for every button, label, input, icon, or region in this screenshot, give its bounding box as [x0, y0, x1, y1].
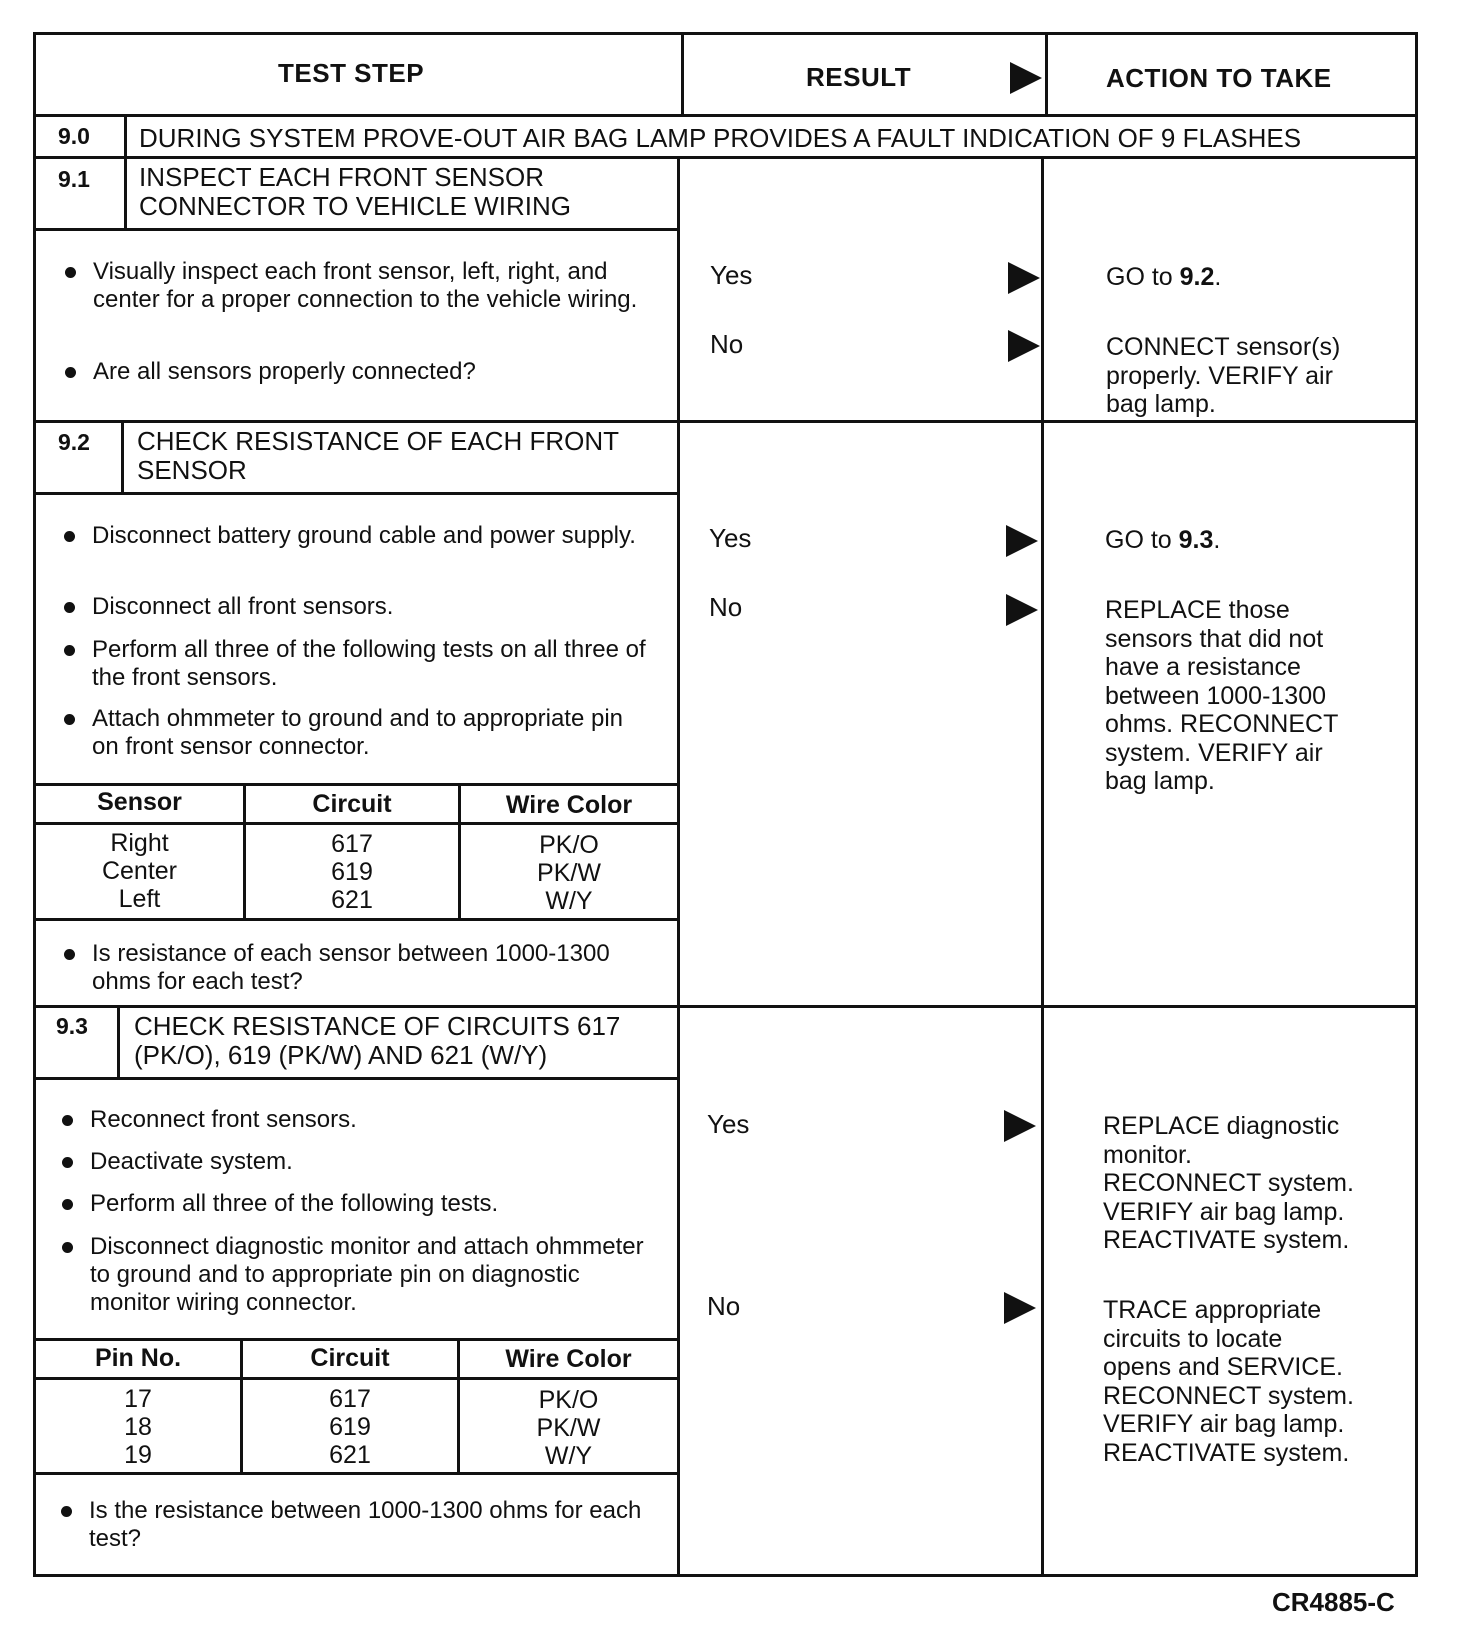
step-9-3-bullet-1: Reconnect front sensors. [90, 1106, 650, 1134]
step-9-2-table-header-circuit: Circuit [312, 790, 392, 818]
step-9-2-num-divider [121, 420, 124, 494]
step-9-2-no-arrow-icon [1006, 594, 1038, 626]
step-9-2-question: Is resistance of each sensor between 1000-1300 ohms for each test? [92, 940, 612, 996]
step-9-3-title: CHECK RESISTANCE OF CIRCUITS 617 (PK/O), 619 (PK/W) AND 621 (W/Y) [134, 1011, 621, 1070]
step-9-2-yes-arrow-icon [1006, 525, 1038, 557]
result-column-left [677, 156, 680, 1577]
step-9-3-table-bottom [33, 1472, 680, 1475]
step-9-2-title: CHECK RESISTANCE OF EACH FRONT SENSOR [137, 426, 619, 485]
header-divider-2 [1045, 32, 1048, 117]
step-9-2-number: 9.2 [58, 429, 90, 455]
step-9-3-action-yes: REPLACE diagnostic monitor. RECONNECT system. VERIFY air bag lamp. REACTIVATE system. [1103, 1112, 1354, 1254]
step-9-1-no-arrow-icon [1008, 330, 1040, 362]
step-9-1-title: INSPECT EACH FRONT SENSOR CONNECTOR TO VEHICLE WIRING [139, 162, 571, 221]
step-9-3-table-header-bottom [33, 1377, 680, 1380]
step-9-1-action-yes: GO to 9.2. [1106, 263, 1222, 291]
step-9-3-yes-arrow-icon [1004, 1110, 1036, 1142]
header-arrow-icon [1010, 62, 1042, 94]
header-test-step: TEST STEP [278, 58, 425, 88]
step-9-2-action-yes: GO to 9.3. [1105, 526, 1221, 554]
step-9-0-title: DURING SYSTEM PROVE-OUT AIR BAG LAMP PROVIDES A FAULT INDICATION OF 9 FLASHES [139, 123, 1302, 153]
step-9-3-title-bottom [33, 1077, 680, 1080]
figure-code: CR4885-C [1272, 1587, 1395, 1617]
step-9-2-table-header-bottom [33, 822, 680, 825]
header-divider-1 [681, 32, 684, 117]
header-action: ACTION TO TAKE [1106, 63, 1332, 93]
step-9-2-bullet-3: Perform all three of the following tests on all three of the front sensors. [92, 636, 652, 692]
step-9-3-table-circuits: 617 619 621 [329, 1385, 371, 1469]
step-9-2-table-top [33, 783, 680, 786]
step-9-3-no-arrow-icon [1004, 1292, 1036, 1324]
step-9-1-bottom-line [33, 420, 1418, 423]
step-9-2-bullet-1: Disconnect battery ground cable and power supply. [92, 522, 652, 550]
step-9-3-bullet-2: Deactivate system. [90, 1148, 650, 1176]
step-9-3-table-header-circuit: Circuit [310, 1344, 390, 1372]
step-9-2-bottom-line [33, 1005, 1418, 1008]
step-9-1-yes-arrow-icon [1008, 262, 1040, 294]
step-9-1-number: 9.1 [58, 166, 90, 192]
header-bottom-line [33, 114, 1418, 117]
step-9-2-action-no: REPLACE those sensors that did not have a resistance between 1000-1300 ohms. RECONNECT system. VERIFY air bag lamp. [1105, 596, 1339, 795]
step-9-1-title-bottom [33, 228, 680, 231]
step-9-1-bullet-1: Visually inspect each front sensor, left, right, and center for a proper connection to the vehicle wiring. [93, 258, 653, 314]
step-9-3-action-no: TRACE appropriate circuits to locate opens and SERVICE. RECONNECT system. VERIFY air bag lamp. REACTIVATE system. [1103, 1296, 1354, 1467]
step-9-0-number: 9.0 [58, 123, 90, 149]
step-9-3-result-no: No [707, 1291, 741, 1321]
step-9-3-result-yes: Yes [707, 1109, 750, 1139]
step-9-3-table-pins: 17 18 19 [124, 1385, 152, 1469]
step-9-3-table-header-wire-color: Wire Color [505, 1345, 632, 1373]
step-9-3-table-top [33, 1338, 680, 1341]
step-9-2-table-circuits: 617 619 621 [331, 830, 373, 914]
step-9-3-bullet-3: Perform all three of the following tests. [90, 1190, 650, 1218]
step-9-2-table-header-wire-color: Wire Color [505, 791, 633, 819]
step-9-0-bottom-line [33, 156, 1418, 159]
step-9-1-bullet-2: Are all sensors properly connected? [93, 358, 653, 386]
step-9-2-table-header-sensor: Sensor [97, 788, 182, 816]
step-9-2-result-no: No [709, 592, 743, 622]
step-9-2-bullet-4: Attach ohmmeter to ground and to appropriate pin on front sensor connector. [92, 705, 652, 761]
step-9-2-table-bottom [33, 918, 680, 921]
header-result: RESULT [806, 62, 912, 92]
step-9-1-num-divider [124, 156, 127, 230]
step-9-2-result-yes: Yes [709, 523, 752, 553]
step-9-1-action-no: CONNECT sensor(s) properly. VERIFY air bag lamp. [1106, 333, 1341, 418]
action-column-left [1041, 156, 1044, 1577]
step-9-3-table-header-pin: Pin No. [94, 1344, 182, 1372]
step-9-2-title-bottom [33, 492, 680, 495]
step-9-3-number: 9.3 [56, 1013, 88, 1039]
step-9-1-result-no: No [710, 329, 744, 359]
step-9-1-result-yes: Yes [710, 260, 753, 290]
step-9-3-num-divider [117, 1005, 120, 1079]
step-9-3-question: Is the resistance between 1000-1300 ohms for each test? [89, 1497, 674, 1553]
step-9-2-table-wire-colors: PK/O PK/W W/Y [537, 831, 601, 915]
step-9-2-bullet-2: Disconnect all front sensors. [92, 593, 652, 621]
step-9-3-bullet-4: Disconnect diagnostic monitor and attach ohmmeter to ground and to appropriate pin on diagnostic monitor wiring connector. [90, 1233, 650, 1317]
step-9-2-table-sensors: Right Center Left [101, 829, 178, 913]
step-9-0-num-divider [124, 114, 127, 159]
step-9-3-table-wire-colors: PK/O PK/W W/Y [536, 1386, 601, 1470]
